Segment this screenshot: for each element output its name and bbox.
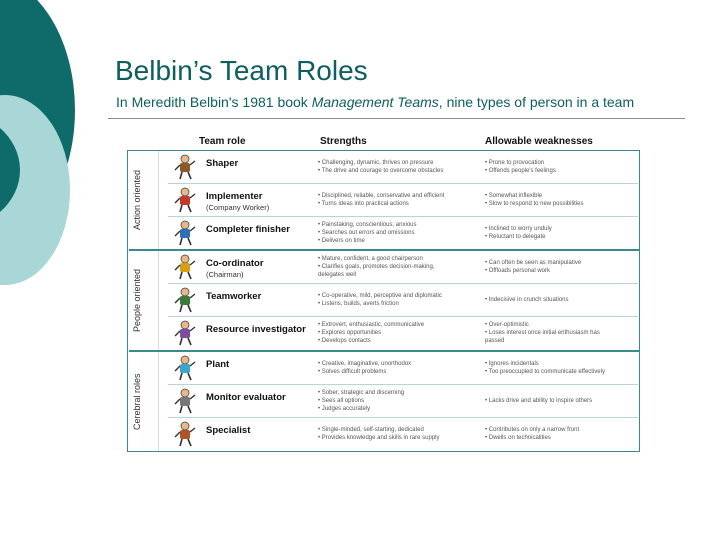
role-name: Resource investigator [206,324,306,335]
teamworker-figure-icon [172,287,198,313]
strength-item: • Creative, imaginative, unorthodox [318,361,412,367]
role-alternate-name: (Chairman) [206,270,244,279]
team-roles-table [127,136,640,452]
role-alternate-name: (Company Worker) [206,203,270,212]
weakness-item: • Loses interest once initial enthusiasm has [485,330,600,336]
shaper-figure-icon [172,154,198,180]
header-strengths: Strengths [320,136,367,147]
strength-item: • Single-minded, self-starting, dedicated [318,427,424,433]
role-name: Plant [206,359,230,370]
weakness-item: • Offloads personal work [485,268,551,274]
header-weaknesses: Allowable weaknesses [485,136,593,147]
strength-item: • Judges accurately [318,406,371,412]
role-row [128,385,639,418]
weakness-item: • Slow to respond to new possibilities [485,201,584,207]
role-name: Teamworker [206,291,262,302]
strength-item: • Turns ideas into practical actions [318,201,409,207]
strength-item: • The drive and courage to overcome obstacles [318,168,444,174]
strength-item: • Disciplined, reliable, conservative and efficient [318,193,445,199]
plant-figure-icon [172,355,198,381]
strength-item: • Painstaking, conscientious, anxious [318,222,417,228]
strength-item: • Searches out errors and omissions [318,230,415,236]
weakness-item: • Lacks drive and ability to inspire others [485,398,593,404]
header-team-role: Team role [199,136,246,147]
table-body [127,150,640,452]
strength-item: • Challenging, dynamic, thrives on pressure [318,160,434,166]
role-name: Co-ordinator [206,258,264,269]
title-divider [108,118,685,119]
strength-item: • Develops contacts [318,338,371,344]
category-label-people: People oriented [132,268,142,333]
weakness-item: • Ignores incidentals [485,361,539,367]
strength-item: • Mature, confident, a good chairperson [318,256,423,262]
weakness-item: • Can often be seen as manipulative [485,260,582,266]
category-label-cerebral: Cerebral roles [132,373,142,430]
slide-subtitle [116,94,634,110]
strength-item: • Solves difficult problems [318,369,387,375]
role-row [128,352,639,385]
role-name: Shaper [206,158,239,169]
role-name: Implementer [206,191,263,202]
strength-item: • Provides knowledge and skills in rare supply [318,435,440,441]
weakness-item: • Contributes on only a narrow front [485,427,580,433]
role-row [128,251,639,284]
strength-item: • Delivers on time [318,238,365,244]
role-row [128,284,639,317]
weakness-item: • Too preoccupied to communicate effectively [485,369,605,375]
weakness-item: • Reluctant to delegate [485,234,546,240]
slide-title: Belbin’s Team Roles [115,55,368,86]
role-name: Specialist [206,425,251,436]
weakness-item: • Indecisive in crunch situations [485,297,569,303]
role-name: Monitor evaluator [206,392,286,403]
subtitle-prefix: In Meredith Belbin's 1981 book [116,94,312,110]
strength-item: • Sober, strategic and discerning [318,390,405,396]
strength-item: • Sees all options [318,398,365,404]
category-label-action: Action oriented [132,169,142,231]
coordinator-figure-icon [172,254,198,280]
role-row [128,184,639,217]
weakness-item: • Over-optimistic [485,322,529,328]
monitor-evaluator-figure-icon [172,388,198,414]
strength-item: delegates well [318,272,357,278]
subtitle-book-title: Management Teams [311,94,439,110]
role-row [128,317,639,350]
implementer-figure-icon [172,187,198,213]
role-row [128,418,639,451]
specialist-figure-icon [172,421,198,447]
role-row [128,217,639,250]
resource-investigator-figure-icon [172,320,198,346]
weakness-item: • Inclined to worry unduly [485,226,552,232]
role-row [128,151,639,184]
strength-item: • Explores opportunities [318,330,382,336]
weakness-item: • Dwells on technicalities [485,435,551,441]
strength-item: • Extrovert, enthusiastic, communicative [318,322,425,328]
weakness-item: passed [485,338,505,344]
role-name: Completer finisher [206,224,290,235]
weakness-item: • Prone to provocation [485,160,545,166]
subtitle-suffix: , nine types of person in a team [438,94,635,110]
strength-item: • Co-operative, mild, perceptive and diplomatic [318,293,442,299]
weakness-item: • Offends people's feelings [485,168,556,174]
strength-item: • Listens, builds, averts friction [318,301,399,307]
strength-item: • Clarifies goals, promotes decision-making, [318,264,435,270]
weakness-item: • Somewhat inflexible [485,193,543,199]
completer-finisher-figure-icon [172,220,198,246]
